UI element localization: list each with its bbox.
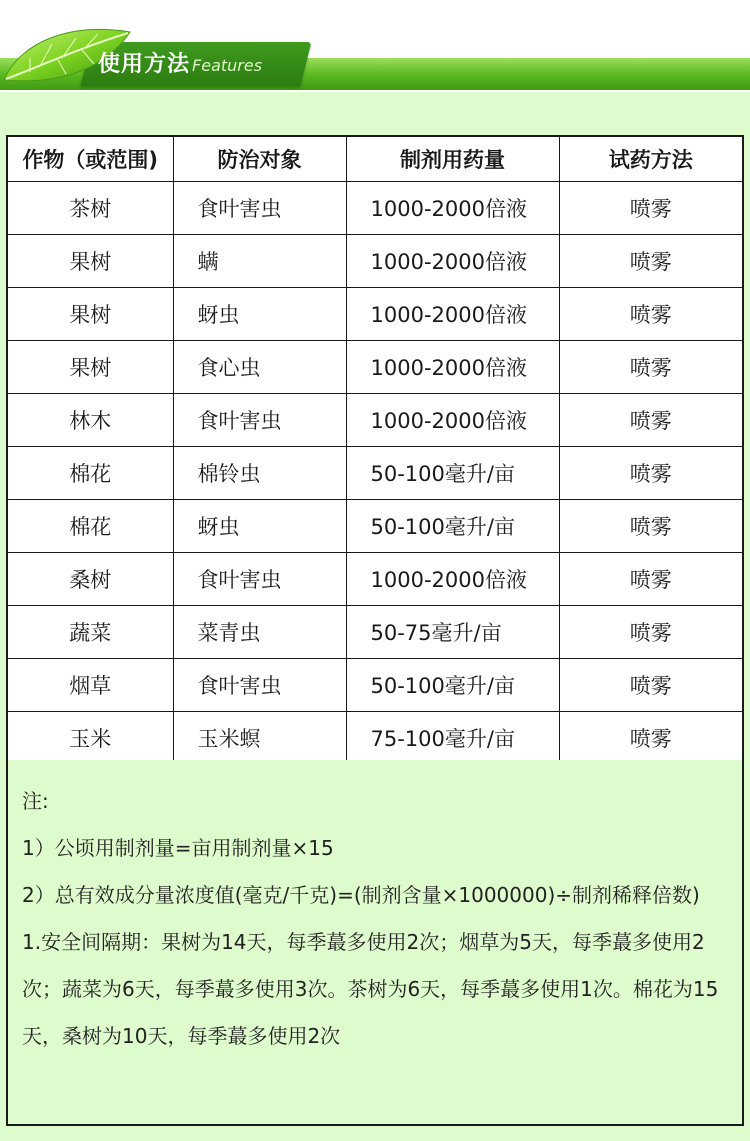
crop-cell: 烟草 [8,659,173,712]
header-title-cn: 使用方法 [98,52,191,77]
target-cell: 食叶害虫 [173,553,346,606]
crop-cell: 玉米 [8,712,173,765]
usage-table [8,137,742,764]
dosage-cell: 50-75毫升/亩 [346,606,559,659]
dosage-cell: 1000-2000倍液 [346,235,559,288]
dosage-cell: 75-100毫升/亩 [346,712,559,765]
table-row [8,235,742,288]
method-cell: 喷雾 [559,182,742,235]
crop-cell: 棉花 [8,447,173,500]
dosage-cell: 50-100毫升/亩 [346,500,559,553]
dosage-cell: 1000-2000倍液 [346,394,559,447]
target-cell: 蚜虫 [173,288,346,341]
header-title [98,48,262,82]
table-row [8,447,742,500]
target-cell: 食叶害虫 [173,659,346,712]
notes-line-1: 1）公顷用制剂量=亩用制剂量×15 [22,836,334,860]
method-cell: 喷雾 [559,606,742,659]
table-row [8,182,742,235]
method-cell: 喷雾 [559,553,742,606]
table-row [8,553,742,606]
crop-cell: 蔬菜 [8,606,173,659]
target-cell: 食叶害虫 [173,394,346,447]
dosage-cell: 1000-2000倍液 [346,341,559,394]
method-cell: 喷雾 [559,235,742,288]
table-row [8,712,742,765]
table-row [8,500,742,553]
dosage-cell: 50-100毫升/亩 [346,659,559,712]
table-row [8,394,742,447]
column-header: 制剂用药量 [346,137,559,182]
method-cell: 喷雾 [559,288,742,341]
crop-cell: 林木 [8,394,173,447]
table-row [8,288,742,341]
target-cell: 蚜虫 [173,500,346,553]
method-cell: 喷雾 [559,394,742,447]
target-cell: 螨 [173,235,346,288]
method-cell: 喷雾 [559,500,742,553]
crop-cell: 果树 [8,288,173,341]
crop-cell: 果树 [8,341,173,394]
method-cell: 喷雾 [559,712,742,765]
crop-cell: 果树 [8,235,173,288]
table-row [8,606,742,659]
dosage-cell: 1000-2000倍液 [346,288,559,341]
method-cell: 喷雾 [559,659,742,712]
target-cell: 食心虫 [173,341,346,394]
table-row [8,659,742,712]
method-cell: 喷雾 [559,341,742,394]
notes-line-2: 2）总有效成分量浓度值(毫克/千克)=(制剂含量×1000000)÷制剂稀释倍数) [22,883,700,907]
column-header: 防治对象 [173,137,346,182]
crop-cell: 桑树 [8,553,173,606]
section-header [0,0,750,92]
notes-line-3: 1.安全间隔期：果树为14天，每季蕞多使用2次；烟草为5天，每季蕞多使用2次；蔬菜为6天，每季蕞多使用3次。茶树为6天，每季蕞多使用1次。棉花为15天，桑树为10天，每季蕞多使用2次 [22,930,719,1048]
dosage-cell: 1000-2000倍液 [346,182,559,235]
dosage-cell: 50-100毫升/亩 [346,447,559,500]
crop-cell: 茶树 [8,182,173,235]
column-header: 试药方法 [559,137,742,182]
column-header: 作物（或范围) [8,137,173,182]
notes-heading: 注: [22,789,49,813]
notes-panel [6,760,744,1126]
target-cell: 玉米螟 [173,712,346,765]
method-cell: 喷雾 [559,447,742,500]
usage-table-container [6,135,744,766]
target-cell: 食叶害虫 [173,182,346,235]
table-row [8,341,742,394]
dosage-cell: 1000-2000倍液 [346,553,559,606]
header-title-en: Features [192,56,263,75]
target-cell: 菜青虫 [173,606,346,659]
table-header-row [8,137,742,182]
target-cell: 棉铃虫 [173,447,346,500]
crop-cell: 棉花 [8,500,173,553]
